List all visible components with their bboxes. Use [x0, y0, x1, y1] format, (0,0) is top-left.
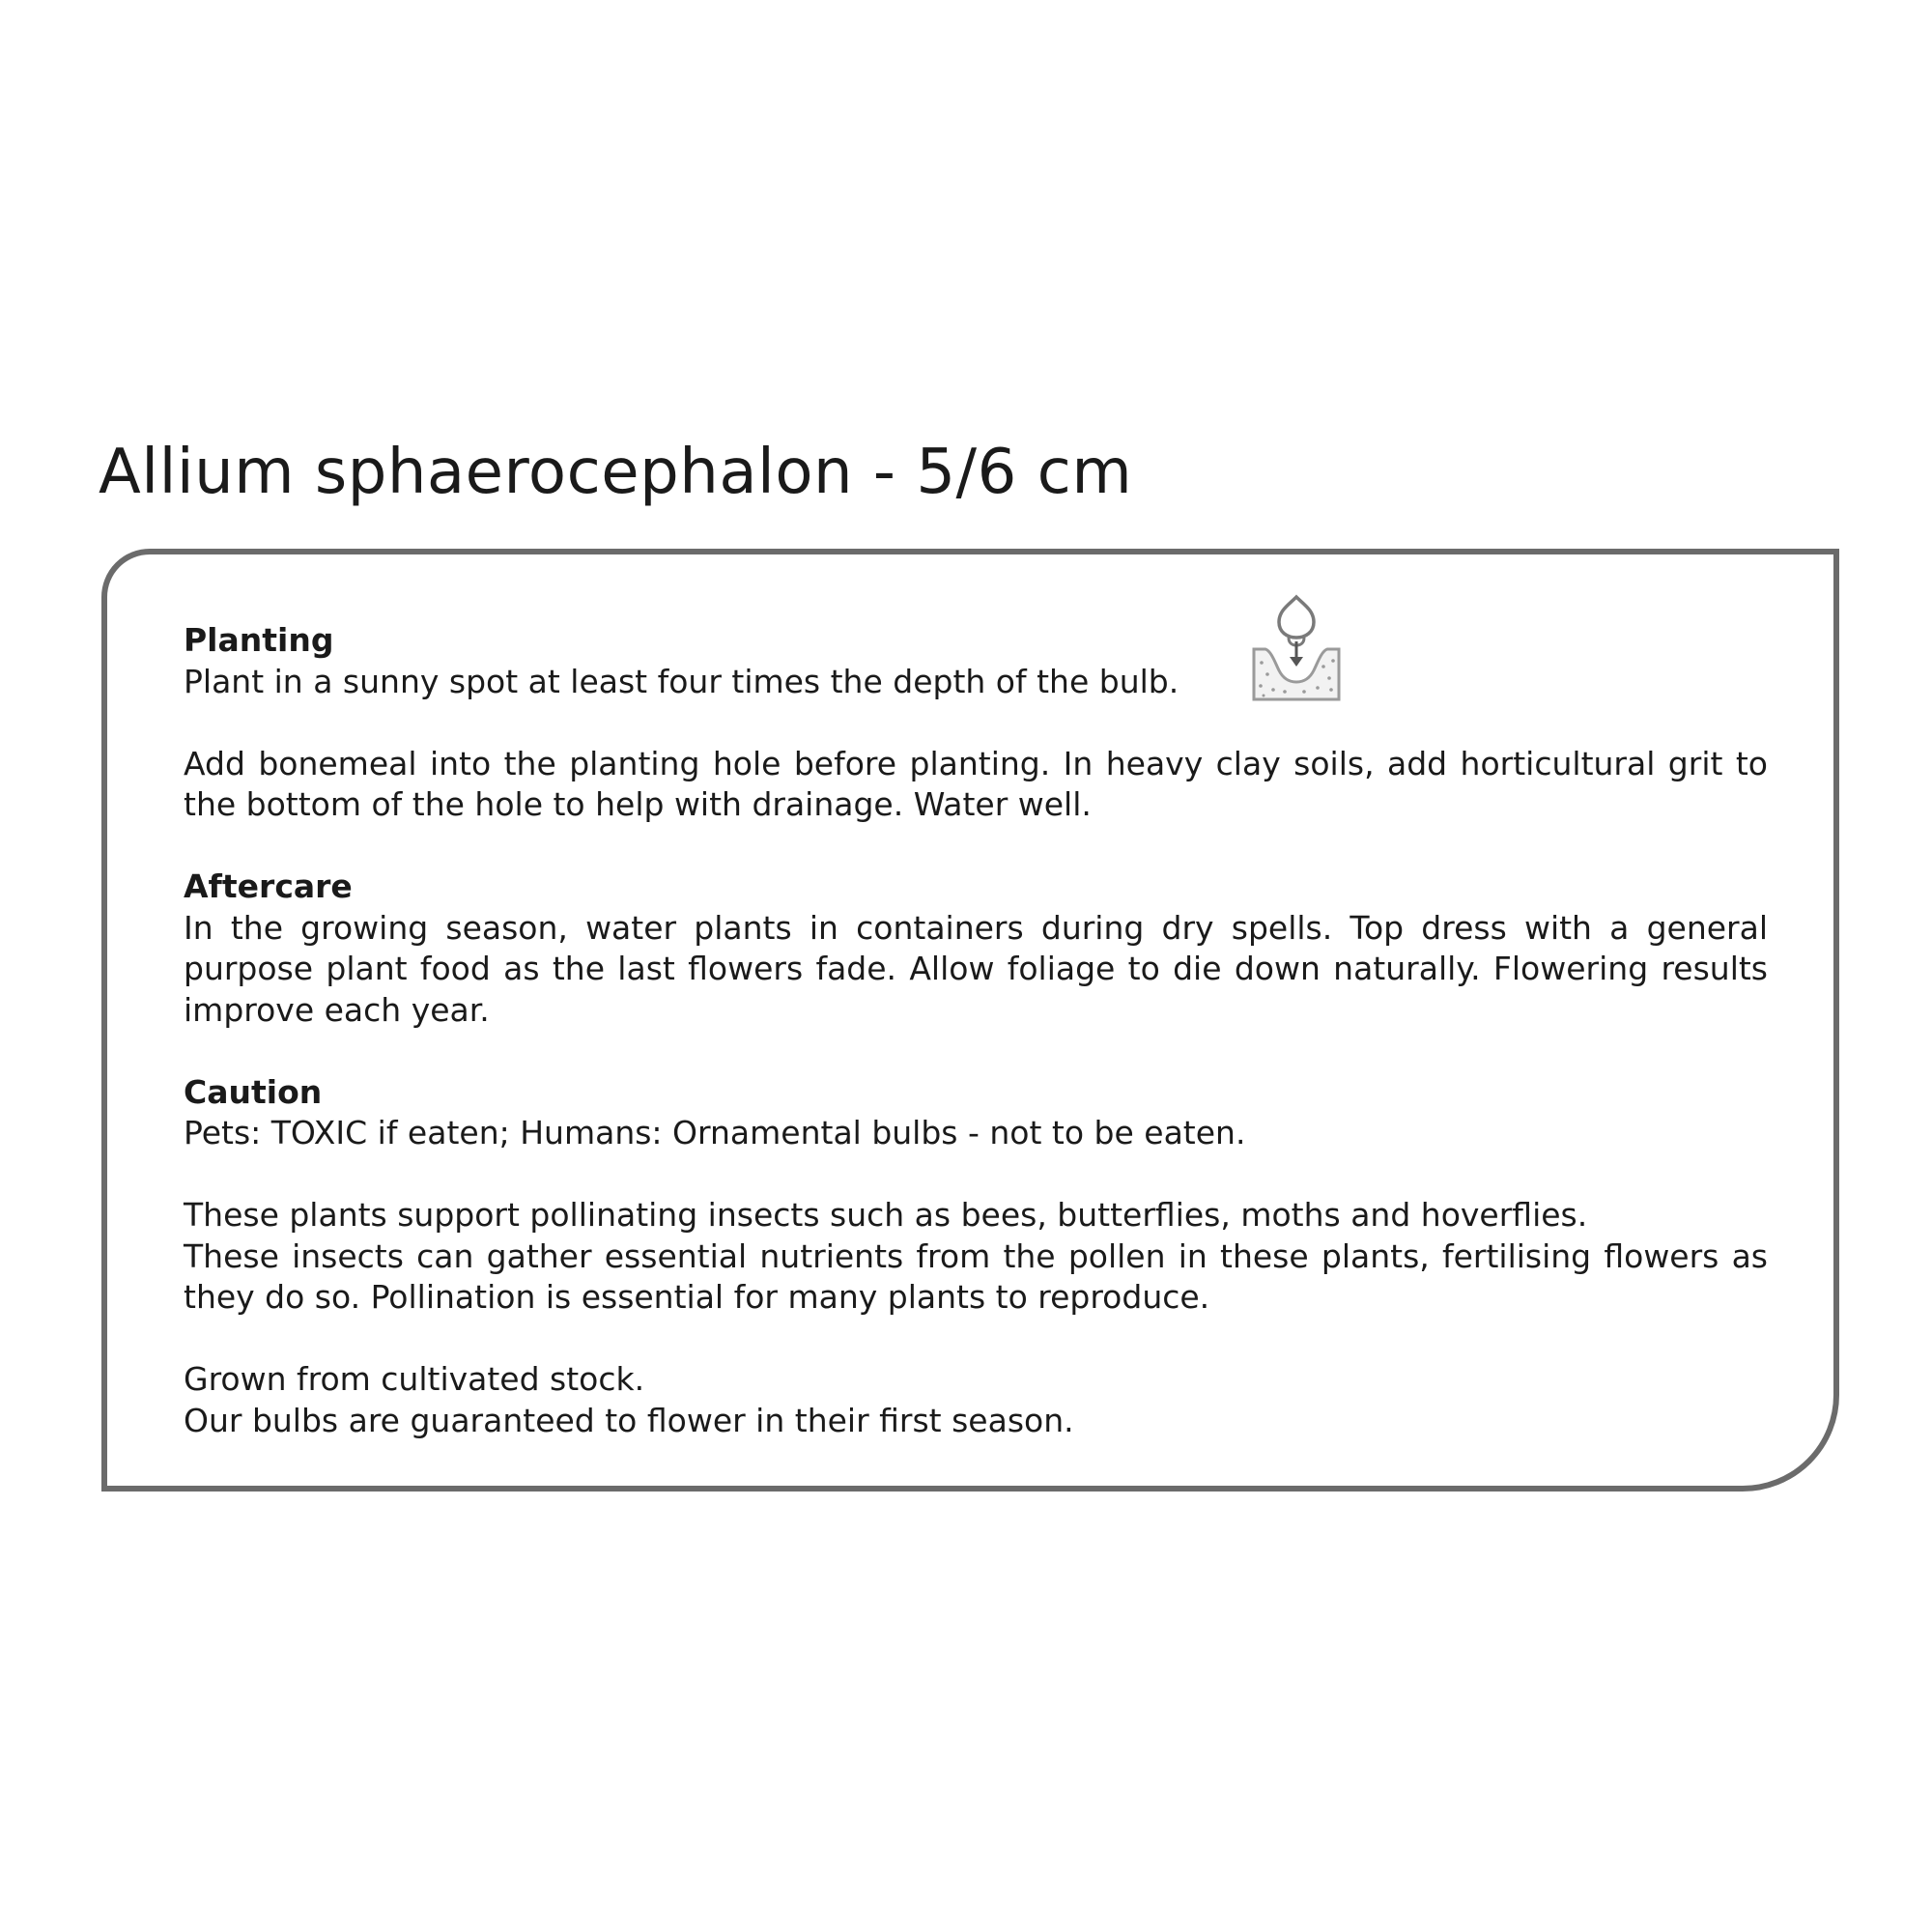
aftercare-text: In the growing season, water plants in containers during dry spells. Top dress with a general purpose plant food as the last flowers fade. Allow foliage to die down naturally. Flowering results improve each year. [184, 908, 1768, 1029]
caution-heading: Caution [184, 1072, 323, 1111]
footer-text [184, 1359, 1768, 1441]
planting-text [184, 662, 1768, 703]
planting-paragraph-2: Add bonemeal into the planting hole before planting. In heavy clay soils, add horticultural grit to the bottom of the hole to help with drainage. Water well. [184, 744, 1768, 823]
footer-line-1: Grown from cultivated stock. [184, 1360, 645, 1398]
pollinator-line-2: These insects can gather essential nutrients from the pollen in these plants, fertilising flowers as they do so. Pollination is essential for many plants to reproduce. [184, 1236, 1768, 1316]
pollinator-line-1: These plants support pollinating insects such as bees, butterflies, moths and hoverflies. [184, 1196, 1588, 1234]
bulb-planting-depth-icon [1250, 593, 1343, 703]
product-title: Allium sphaerocephalon - 5/6 cm [99, 437, 1133, 508]
footer-line-2: Our bulbs are guaranteed to flower in their first season. [184, 1401, 1074, 1439]
aftercare-heading: Aftercare [184, 867, 353, 905]
planting-heading: Planting [184, 621, 334, 659]
planting-line-1: Plant in a sunny spot at least four times the depth of the bulb. [184, 662, 1179, 700]
caution-text: Pets: TOXIC if eaten; Humans: Ornamental bulbs - not to be eaten. [184, 1114, 1246, 1151]
pollinator-text [184, 1195, 1768, 1319]
card-content [184, 620, 1768, 1441]
